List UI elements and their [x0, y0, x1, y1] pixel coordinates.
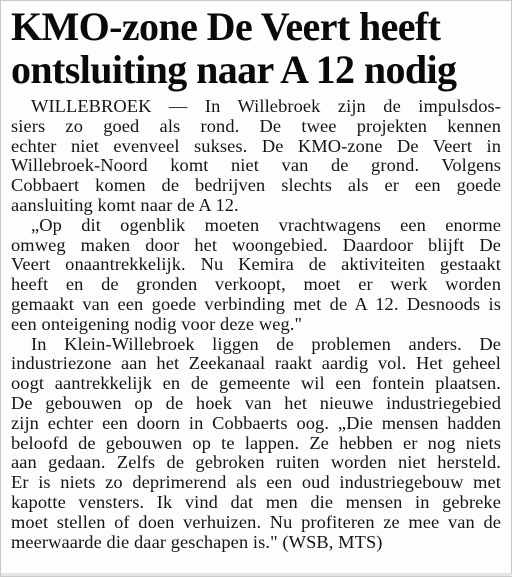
text-line: aan gedaan. Zelfs de gebroken ruiten worden niet hersteld.: [11, 452, 501, 473]
text-line: In Klein-Willebroek liggen de problemen anders. De: [31, 333, 501, 354]
text-line: Willebroek-Noord komt niet van de grond. Volgens: [11, 155, 501, 176]
text-line: industriezone aan het Zeekanaal raakt aardig vol. Het geheel: [11, 353, 501, 374]
text-line: moet stellen of doen verhuizen. Nu profiteren ze mee van de: [11, 511, 501, 532]
article-headline: [11, 5, 507, 91]
text-line: oogt aantrekkelijk en de gemeente wil een fontein plaatsen.: [11, 373, 501, 394]
paragraph-quote: [11, 216, 501, 335]
text-line: Er is niets zo deprimerend als een oud industriegebouw met: [11, 472, 501, 493]
text-line: aansluiting komt naar de A 12.: [11, 194, 239, 215]
text-line: beloofd de gebouwen op te lappen. Ze hebben er nog niets: [11, 432, 501, 453]
paragraph-klein-willebroek: [11, 335, 501, 553]
text-line: „Op dit ogenblik moeten vrachtwagens een enorme: [31, 214, 501, 235]
headline-line: ontsluiting naar A 12 nodig: [11, 47, 457, 92]
text-line: Veert onaantrekkelijk. Nu Kemira de aktiviteiten gestaakt: [11, 254, 501, 275]
bottom-edge-divider: [1, 573, 512, 576]
text-line: kapotte vensters. Ik vind dat men die mensen in gebreke: [11, 491, 501, 512]
text-line: zijn echter een doorn in Cobbaerts oog. „Die mensen hadden: [11, 412, 501, 433]
text-line: De gebouwen op de hoek van het nieuwe industriegebied: [11, 392, 501, 413]
text-line: Cobbaert komen de bedrijven slechts als er een goede: [11, 175, 501, 196]
text-line: omweg maken door het woongebied. Daardoor blijft De: [11, 234, 501, 255]
text-line: WILLEBROEK — In Willebroek zijn de impulsdos-: [31, 96, 501, 116]
headline-line: KMO-zone De Veert heeft: [11, 4, 441, 49]
text-line: siers zo goed als rond. De twee projekten kennen: [11, 115, 501, 136]
article-body: [11, 97, 501, 552]
text-line: gemaakt van een goede verbinding met de A 12. Desnoods is: [11, 293, 501, 314]
text-line: heeft en de gronden verkoopt, moet er werk worden: [11, 274, 501, 295]
text-line: meerwaarde die daar geschapen is." (WSB, MTS): [11, 531, 383, 552]
text-line: echter niet evenveel sukses. De KMO-zone De Veert in: [11, 135, 501, 156]
text-line: een onteigening nodig voor deze weg.": [11, 313, 303, 334]
paragraph-intro: [11, 97, 501, 216]
